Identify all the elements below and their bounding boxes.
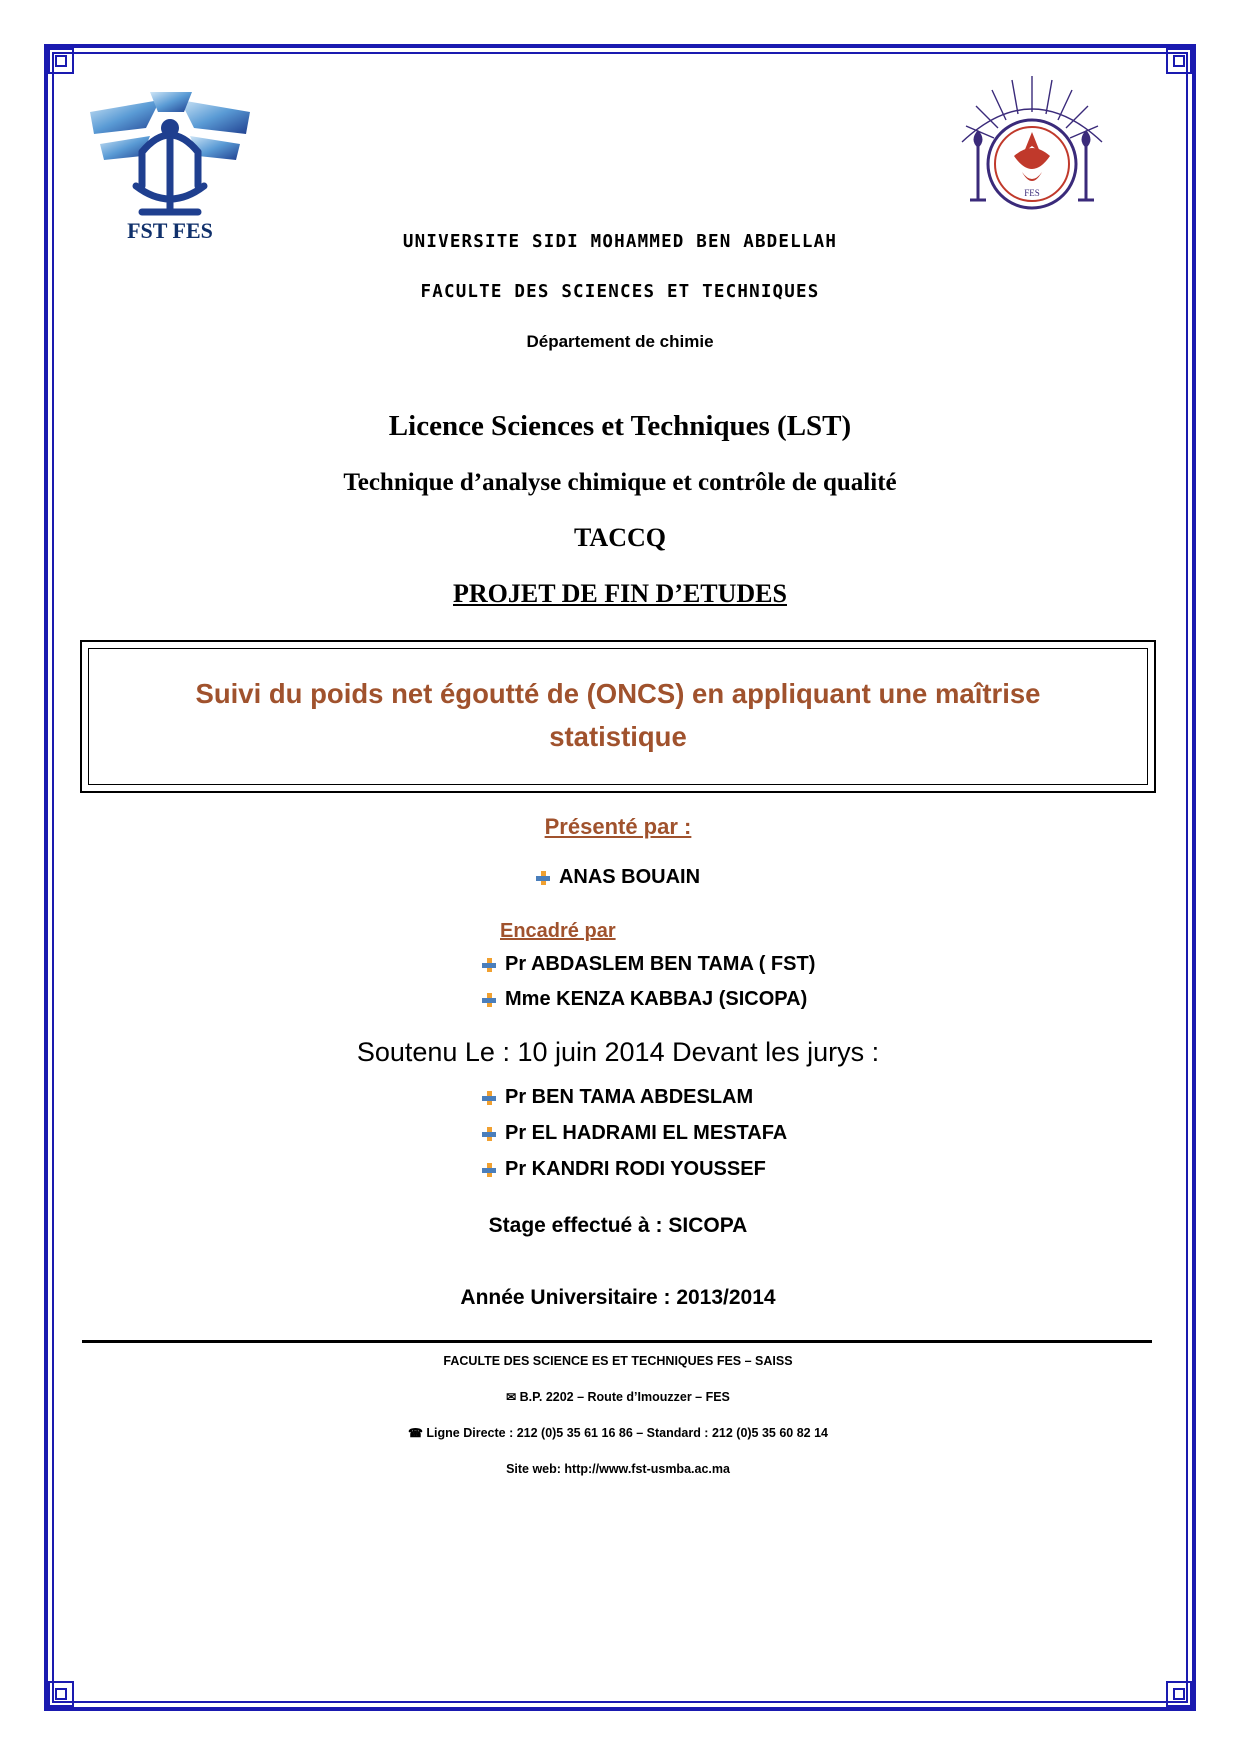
svg-text:FST FES: FST FES	[127, 218, 213, 242]
academic-year-line: Année Universitaire : 2013/2014	[460, 1286, 776, 1309]
defense-label: Soutenu Le : 10 juin 2014 Devant les jurys :	[356, 1037, 880, 1067]
border-corner-bottom-left	[48, 1681, 74, 1707]
internship-line: Stage effectué à : SICOPA	[488, 1214, 748, 1237]
cover-page-content	[80, 62, 1160, 1692]
footer-phone-line	[80, 1426, 1156, 1440]
cross-bullet-icon	[482, 993, 496, 1007]
footer-phone-text: Ligne Directe : 212 (0)5 35 61 16 86 – Standard : 212 (0)5 35 60 82 14	[426, 1426, 829, 1440]
envelope-icon: ✉	[506, 1390, 517, 1404]
footer-website-line: Site web: http://www.fst-usmba.ac.ma	[506, 1462, 730, 1476]
jury-member-name: Pr BEN TAMA ABDESLAM	[505, 1086, 754, 1108]
jury-item	[482, 1118, 1002, 1149]
supervisor-name: Mme KENZA KABBAJ (SICOPA)	[505, 988, 808, 1010]
project-title: Suivi du poids net égoutté de (ONCS) en appliquant une maîtrise statistique	[195, 678, 1041, 752]
university-name: UNIVERSITE SIDI MOHAMMED BEN ABDELLAH	[402, 232, 838, 252]
supervisors-block	[482, 920, 1002, 1019]
border-corner-top-left	[48, 48, 74, 74]
department-name: Département de chimie	[526, 332, 714, 351]
footer-divider	[82, 1340, 1152, 1343]
jury-item	[482, 1154, 1002, 1185]
cross-bullet-icon	[482, 1127, 496, 1141]
diploma-block	[120, 410, 1120, 609]
degree-name: Licence Sciences et Techniques (LST)	[388, 410, 852, 442]
jury-member-name: Pr KANDRI RODI YOUSSEF	[505, 1158, 766, 1180]
author-item	[536, 862, 700, 893]
document-type: PROJET DE FIN D’ETUDES	[453, 579, 787, 608]
supervisor-item	[482, 984, 1002, 1015]
cross-bullet-icon	[482, 1163, 496, 1177]
author-name: ANAS BOUAIN	[558, 866, 701, 888]
supervisor-name: Pr ABDASLEM BEN TAMA ( FST)	[505, 953, 816, 975]
footer-faculty-line: FACULTE DES SCIENCE ES ET TECHNIQUES FES – SAISS	[443, 1354, 793, 1368]
supervised-by-label: Encadré par	[500, 920, 616, 942]
supervisor-item	[482, 949, 1002, 980]
cross-bullet-icon	[536, 871, 550, 885]
university-emblem-logo	[952, 72, 1112, 232]
specialty-name: Technique d’analyse chimique et contrôle de qualité	[343, 469, 897, 496]
page-footer	[80, 1354, 1156, 1498]
faculty-name: FACULTE DES SCIENCES ET TECHNIQUES	[420, 282, 820, 302]
telephone-icon: ☎	[407, 1426, 423, 1440]
institution-header	[220, 232, 1020, 352]
project-title-frame-inner	[88, 648, 1148, 785]
jury-item	[482, 1082, 1002, 1113]
svg-text:FES: FES	[1024, 188, 1040, 198]
border-corner-top-right	[1166, 48, 1192, 74]
jury-member-name: Pr EL HADRAMI EL MESTAFA	[505, 1122, 788, 1144]
footer-address-line	[80, 1390, 1156, 1404]
project-title-frame	[80, 640, 1156, 793]
specialty-acronym: TACCQ	[574, 523, 666, 552]
cross-bullet-icon	[482, 1091, 496, 1105]
cross-bullet-icon	[482, 958, 496, 972]
presented-by-label: Présenté par :	[544, 814, 692, 839]
footer-address-text: B.P. 2202 – Route d’Imouzzer – FES	[519, 1390, 730, 1404]
jury-block	[482, 1082, 1002, 1190]
fst-fes-logo	[80, 82, 260, 242]
border-corner-bottom-right	[1166, 1681, 1192, 1707]
author-row	[80, 862, 1156, 893]
